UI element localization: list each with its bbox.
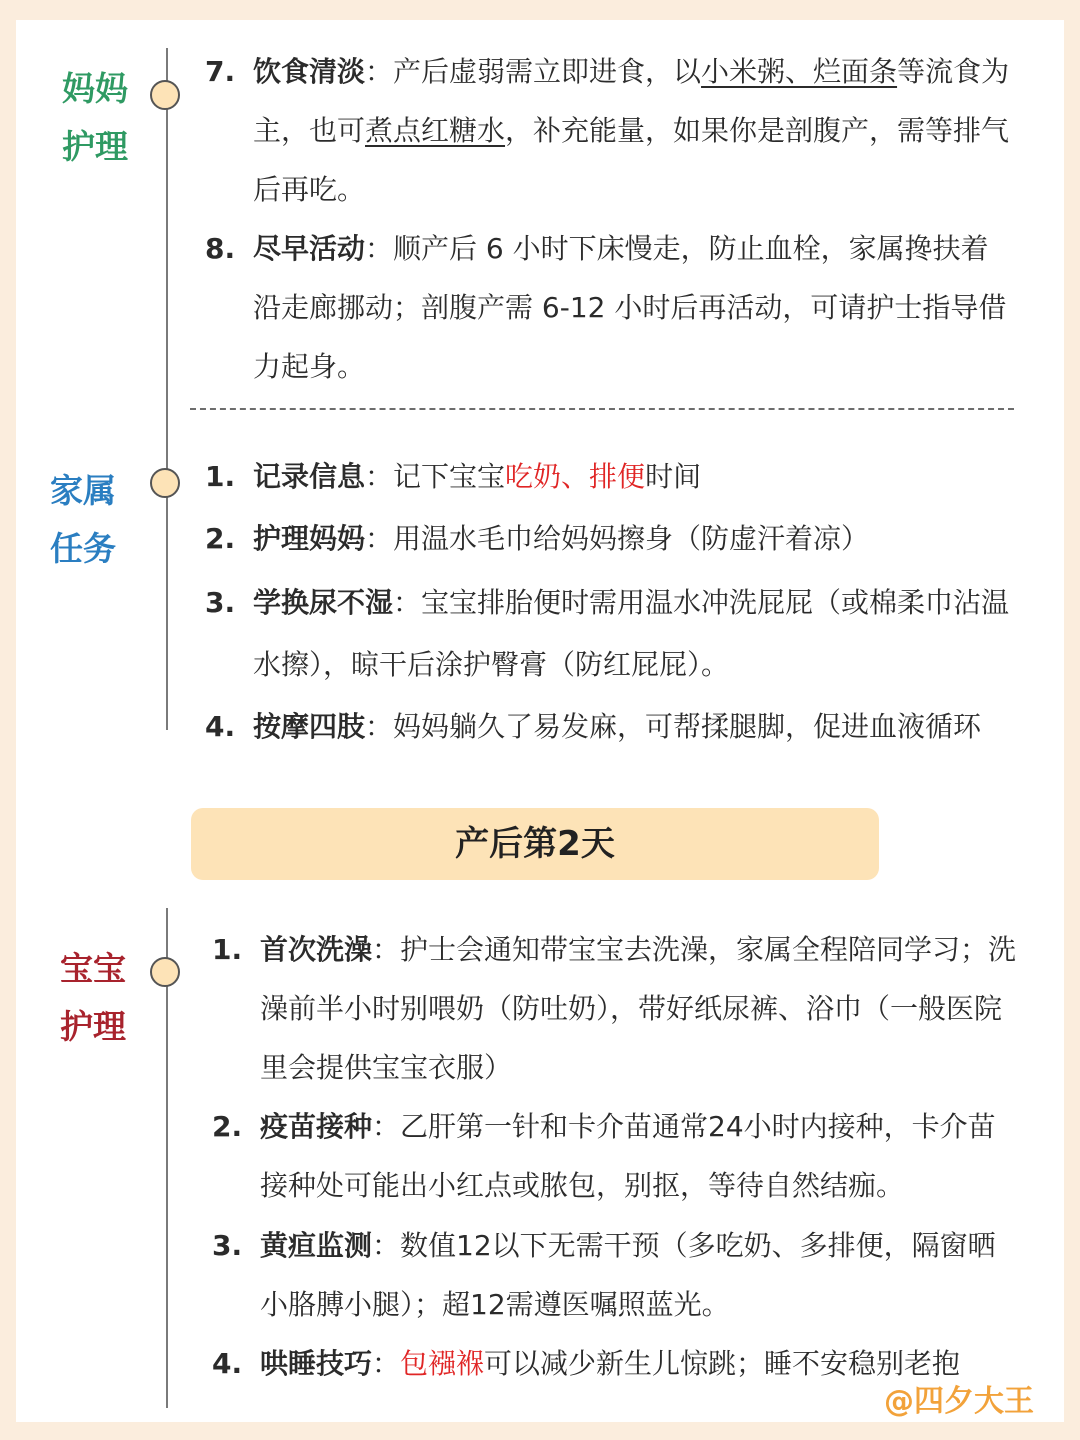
item-title: 学换尿不湿 <box>253 586 394 619</box>
item-text: 可以减少新生儿惊跳；睡不安稳别老抱 <box>484 1347 961 1380</box>
item-text: 产后虚弱需立即进食，以 <box>393 55 702 88</box>
list-item-care-mom <box>205 509 1013 568</box>
item-separator: ： <box>372 933 401 966</box>
label-line: 护理 <box>60 1007 126 1046</box>
highlight-text: 吃奶、排便 <box>505 460 646 493</box>
item-separator: ： <box>365 522 394 555</box>
list-item-record-info <box>205 447 1013 506</box>
item-text: 顺产后 6 小时下床慢走，防止血栓，家属搀扶着沿走廊挪动；剖腹产需 6-12 小时后再活动，可请护士指导借力起身。 <box>253 232 1007 383</box>
timeline-node-baby <box>150 957 180 987</box>
item-text: 时间 <box>645 460 702 493</box>
item-separator: ： <box>365 710 394 743</box>
item-text: 用温水毛巾给妈妈擦身（防虚汗着凉） <box>393 522 870 555</box>
timeline-line-top <box>166 48 168 730</box>
item-number: 1. <box>205 460 236 493</box>
list-item-first-bath <box>212 920 1020 1097</box>
item-text: 等流食为主，也可 <box>253 55 1010 147</box>
item-title: 疫苗接种 <box>260 1110 373 1143</box>
list-item-diet <box>205 42 1013 219</box>
item-separator: ： <box>365 232 394 265</box>
item-separator: ： <box>365 460 394 493</box>
item-text: 乙肝第一针和卡介苗通常24小时内接种，卡介苗接种处可能出小红点或脓包，别抠，等待自然结痂。 <box>260 1110 996 1202</box>
item-title: 按摩四肢 <box>253 710 366 743</box>
item-number: 4. <box>205 710 236 743</box>
label-line: 妈妈 <box>62 69 128 108</box>
item-text: 护士会通知带宝宝去洗澡，家属全程陪同学习；洗澡前半小时别喂奶（防吐奶），带好纸尿裤、浴巾（一般医院里会提供宝宝衣服） <box>260 933 1017 1084</box>
item-number: 2. <box>212 1110 243 1143</box>
list-item-early-activity <box>205 219 1013 396</box>
item-number: 8. <box>205 232 236 265</box>
label-line: 宝宝 <box>60 949 126 988</box>
underlined-text: 煮点红糖水 <box>365 114 506 147</box>
section-label-family-tasks <box>33 462 133 578</box>
item-number: 4. <box>212 1347 243 1380</box>
item-title: 黄疸监测 <box>260 1229 373 1262</box>
label-line: 护理 <box>62 127 128 166</box>
item-title: 护理妈妈 <box>253 522 366 555</box>
underlined-text: 小米粥、烂面条 <box>701 55 898 88</box>
item-text: 数值12以下无需干预（多吃奶、多排便，隔窗晒小胳膊小腿）；超12需遵医嘱照蓝光。 <box>260 1229 996 1321</box>
list-item-diaper <box>205 572 1013 696</box>
item-title: 记录信息 <box>253 460 366 493</box>
label-line: 任务 <box>50 529 116 568</box>
day-banner: 产后第2天 <box>191 808 879 880</box>
item-number: 1. <box>212 933 243 966</box>
item-text: 宝宝排胎便时需用温水冲洗屁屁（或棉柔巾沾温水擦），晾干后涂护臀膏（防红屁屁）。 <box>253 586 1010 681</box>
item-number: 3. <box>212 1229 243 1262</box>
item-separator: ： <box>372 1110 401 1143</box>
item-title: 饮食清淡 <box>253 55 366 88</box>
item-text: 记下宝宝 <box>393 460 506 493</box>
item-text: ，补充能量，如果你是剖腹产，需等排气后再吃。 <box>253 114 1010 206</box>
item-separator: ： <box>393 586 422 619</box>
section-label-mom-care <box>45 60 145 176</box>
item-number: 7. <box>205 55 236 88</box>
item-separator: ： <box>372 1347 401 1380</box>
item-title: 首次洗澡 <box>260 933 373 966</box>
label-line: 家属 <box>50 471 116 510</box>
item-text: 妈妈躺久了易发麻，可帮揉腿脚，促进血液循环 <box>393 710 982 743</box>
timeline-node-family <box>150 468 180 498</box>
item-number: 2. <box>205 522 236 555</box>
item-title: 尽早活动 <box>253 232 366 265</box>
list-item-massage <box>205 697 1013 756</box>
list-item-jaundice <box>212 1216 1020 1334</box>
section-divider <box>190 408 1014 410</box>
section-label-baby-care <box>43 940 143 1056</box>
item-title: 哄睡技巧 <box>260 1347 373 1380</box>
item-number: 3. <box>205 586 236 619</box>
item-separator: ： <box>365 55 394 88</box>
timeline-node-mom <box>150 80 180 110</box>
list-item-vaccination <box>212 1097 1020 1215</box>
author-watermark: @四夕大王 <box>884 1384 1034 1419</box>
highlight-text: 包襁褓 <box>400 1347 485 1380</box>
item-separator: ： <box>372 1229 401 1262</box>
